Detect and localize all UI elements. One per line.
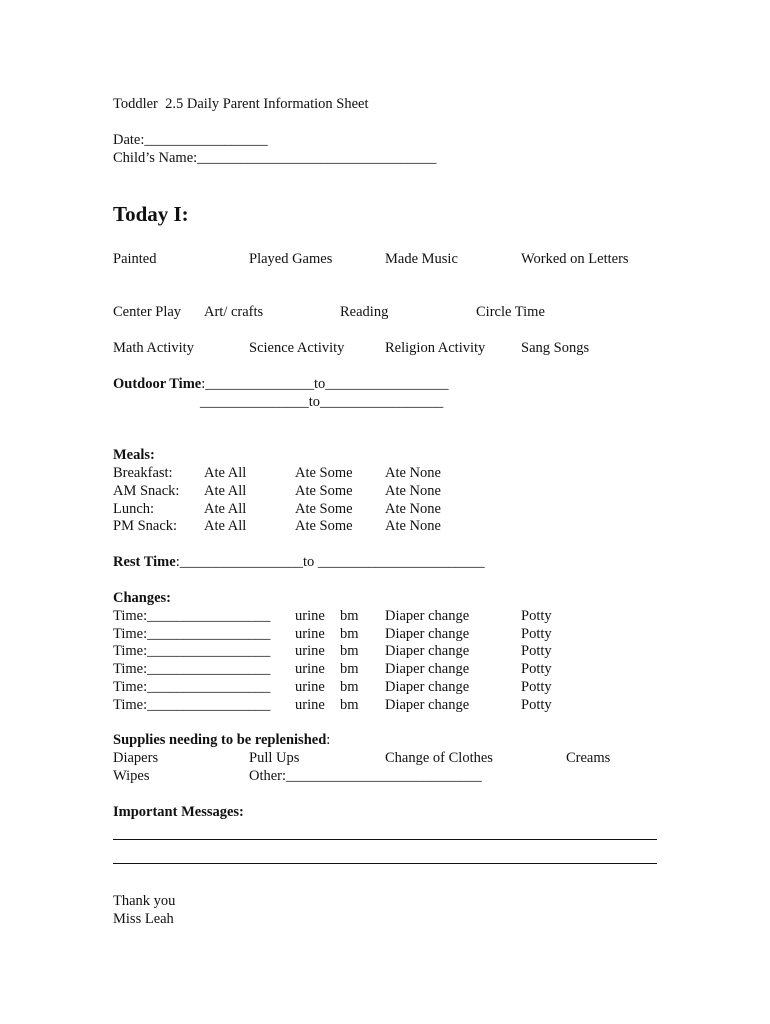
activity-worked-on-letters: Worked on Letters [521, 251, 629, 267]
activity-played-games: Played Games [249, 251, 333, 267]
meal-option-ate-none[interactable]: Ate None [385, 483, 441, 499]
activity-science: Science Activity [249, 340, 345, 356]
outdoor-time-line-1[interactable]: :_______________to_________________ [201, 376, 449, 392]
supply-creams[interactable]: Creams [566, 750, 611, 766]
change-time-field[interactable]: Time:_________________ [113, 697, 271, 713]
change-option-bm[interactable]: bm [340, 679, 359, 695]
meal-option-ate-some[interactable]: Ate Some [295, 483, 353, 499]
outdoor-time-line-2[interactable]: _______________to_________________ [200, 394, 444, 410]
supply-wipes[interactable]: Wipes [113, 768, 150, 784]
activity-religion: Religion Activity [385, 340, 486, 356]
change-option-bm[interactable]: bm [340, 608, 359, 624]
activity-sang-songs: Sang Songs [521, 340, 590, 356]
rest-time-label: Rest Time [113, 554, 176, 570]
change-option-urine[interactable]: urine [295, 608, 325, 624]
change-option-bm[interactable]: bm [340, 643, 359, 659]
meal-option-ate-none[interactable]: Ate None [385, 465, 441, 481]
changes-heading: Changes: [113, 590, 172, 606]
change-time-field[interactable]: Time:_________________ [113, 626, 271, 642]
change-option-bm[interactable]: bm [340, 626, 359, 642]
page-title: Toddler 2.5 Daily Parent Information Sheet [113, 96, 369, 112]
meal-option-ate-some[interactable]: Ate Some [295, 518, 353, 534]
change-option-potty[interactable]: Potty [521, 661, 552, 677]
message-line-1[interactable] [113, 839, 657, 840]
change-option-diaper[interactable]: Diaper change [385, 643, 470, 659]
change-option-diaper[interactable]: Diaper change [385, 608, 470, 624]
change-time-field[interactable]: Time:_________________ [113, 643, 271, 659]
change-option-potty[interactable]: Potty [521, 679, 552, 695]
change-option-potty[interactable]: Potty [521, 643, 552, 659]
activity-reading: Reading [340, 304, 389, 320]
change-option-urine[interactable]: urine [295, 679, 325, 695]
meal-option-ate-all[interactable]: Ate All [204, 465, 247, 481]
today-heading: Today I: [113, 202, 189, 226]
outdoor-time-label: Outdoor Time [113, 376, 202, 392]
change-option-potty[interactable]: Potty [521, 608, 552, 624]
closing-signature: Miss Leah [113, 911, 174, 927]
change-option-bm[interactable]: bm [340, 697, 359, 713]
meal-option-ate-all[interactable]: Ate All [204, 483, 247, 499]
meal-label: PM Snack: [113, 518, 178, 534]
supply-diapers[interactable]: Diapers [113, 750, 159, 766]
change-option-urine[interactable]: urine [295, 661, 325, 677]
change-option-urine[interactable]: urine [295, 626, 325, 642]
meal-label: AM Snack: [113, 483, 180, 499]
supply-other-field[interactable]: Other:___________________________ [249, 768, 482, 784]
change-option-diaper[interactable]: Diaper change [385, 697, 470, 713]
activity-painted: Painted [113, 251, 157, 267]
change-option-urine[interactable]: urine [295, 697, 325, 713]
change-option-potty[interactable]: Potty [521, 626, 552, 642]
change-option-urine[interactable]: urine [295, 643, 325, 659]
supplies-heading [113, 731, 330, 749]
activity-center-play: Center Play [113, 304, 182, 320]
activity-math: Math Activity [113, 340, 194, 356]
important-messages-label: Important Messages: [113, 804, 244, 820]
meal-option-ate-some[interactable]: Ate Some [295, 465, 353, 481]
child-name-field[interactable]: Child’s Name:_________________________________ [113, 150, 437, 166]
date-field[interactable]: Date:_________________ [113, 132, 268, 148]
change-time-field[interactable]: Time:_________________ [113, 608, 271, 624]
supplies-colon: : [326, 732, 331, 748]
activity-made-music: Made Music [385, 251, 458, 267]
change-option-potty[interactable]: Potty [521, 697, 552, 713]
meal-label: Lunch: [113, 501, 155, 517]
supply-change-of-clothes[interactable]: Change of Clothes [385, 750, 493, 766]
change-option-diaper[interactable]: Diaper change [385, 661, 470, 677]
meal-label: Breakfast: [113, 465, 173, 481]
rest-time-line[interactable]: :_________________to _______________________ [175, 554, 485, 570]
change-option-diaper[interactable]: Diaper change [385, 679, 470, 695]
supplies-label: Supplies needing to be replenished [113, 732, 327, 748]
rest-time-row[interactable] [113, 553, 485, 571]
meal-option-ate-all[interactable]: Ate All [204, 501, 247, 517]
change-time-field[interactable]: Time:_________________ [113, 679, 271, 695]
activity-circle-time: Circle Time [476, 304, 545, 320]
message-line-2[interactable] [113, 863, 657, 864]
activity-art-crafts: Art/ crafts [204, 304, 264, 320]
meals-heading: Meals: [113, 447, 155, 463]
meal-option-ate-all[interactable]: Ate All [204, 518, 247, 534]
change-option-bm[interactable]: bm [340, 661, 359, 677]
closing-thanks: Thank you [113, 893, 176, 909]
supply-pull-ups[interactable]: Pull Ups [249, 750, 300, 766]
change-option-diaper[interactable]: Diaper change [385, 626, 470, 642]
meal-option-ate-some[interactable]: Ate Some [295, 501, 353, 517]
meal-option-ate-none[interactable]: Ate None [385, 501, 441, 517]
outdoor-time-row[interactable] [113, 375, 449, 393]
change-time-field[interactable]: Time:_________________ [113, 661, 271, 677]
meal-option-ate-none[interactable]: Ate None [385, 518, 441, 534]
